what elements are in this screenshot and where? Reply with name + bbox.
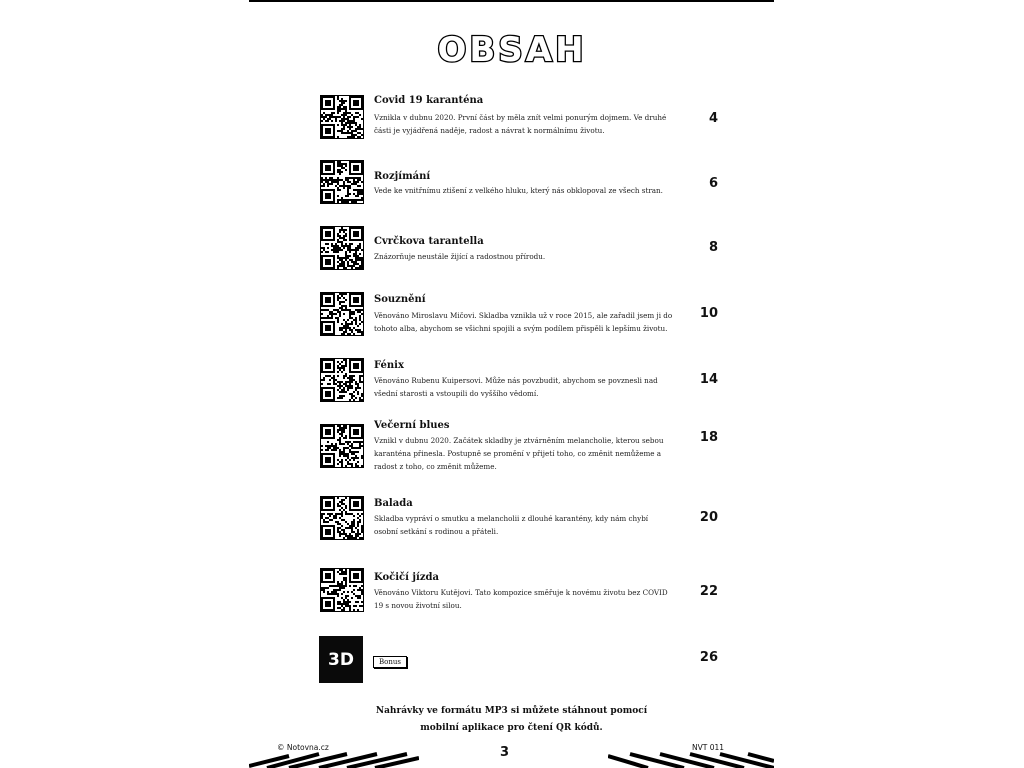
entry-description: Vznikla v dubnu 2020. První část by měla znít velmi ponurým dojmem. Ve druhé části je vyjádřená naděje, radost a návrat k normálnímu životu. (374, 113, 667, 135)
entry-title: Rozjímání (374, 171, 431, 182)
download-note-line1: Nahrávky ve formátu MP3 si můžete stáhnout pomocí (375, 706, 648, 716)
entry-page-number: 8 (708, 240, 718, 255)
entry-title: Souznění (374, 294, 426, 305)
qr-code-icon[interactable] (320, 358, 364, 402)
top-rule (249, 0, 774, 2)
entry-description: Skladba vypráví o smutku a melancholii z dlouhé karantény, kdy nám chybí osobní setkání s rodinou a přáteli. (374, 514, 649, 536)
entry-title: Balada (374, 498, 413, 509)
entry-description: Znázorňuje neustále žijící a radostnou přírodu. (374, 252, 546, 261)
entry-page-number: 20 (699, 510, 718, 525)
qr-code-icon[interactable] (320, 226, 364, 270)
download-note-line2: mobilní aplikace pro čtení QR kódů. (420, 723, 603, 733)
entry-page-number: 18 (699, 430, 718, 445)
entry-title: Cvrčkova tarantella (374, 236, 484, 247)
footer-stripes-left (249, 752, 419, 768)
qr-code-icon[interactable] (320, 160, 364, 204)
entry-title: Fénix (374, 360, 404, 371)
footer-copyright: © Notovna.cz (277, 743, 329, 752)
bonus-page-number: 26 (699, 650, 718, 665)
entry-title: Covid 19 karanténa (374, 95, 484, 106)
entry-description: Věnováno Miroslavu Mičovi. Skladba vznikla už v roce 2015, ale zařadil jsem ji do tohoto alba, abychom se všichni spojili a svým podílem přispěli k lepšímu životu. (374, 311, 673, 333)
entry-description: Vznikl v dubnu 2020. Začátek skladby je ztvárněním melancholie, kterou sebou karanténa přinesla. Postupně se promění v přijetí toho, co změnit nemůžeme a radost z toho, co změnit můžeme. (374, 436, 664, 471)
entry-page-number: 6 (708, 176, 718, 191)
qr-code-icon[interactable] (320, 496, 364, 540)
entry-title: Kočičí jízda (374, 572, 439, 583)
qr-code-icon[interactable] (320, 95, 364, 139)
entry-page-number: 22 (699, 584, 718, 599)
entry-title: Večerní blues (374, 420, 450, 431)
entry-description: Věnováno Rubenu Kuipersovi. Může nás povzbudit, abychom se povznesli nad všední starosti a vstoupili do vyššího vědomí. (374, 376, 658, 398)
bonus-button[interactable]: Bonus (373, 656, 407, 668)
page-title: OBSAH (437, 30, 587, 70)
entry-description: Věnováno Viktoru Kutějovi. Tato kompozice směřuje k novému životu bez COVID 19 s novou životní silou. (374, 588, 668, 610)
qr-code-icon[interactable] (320, 292, 364, 336)
qr-code-icon[interactable] (320, 424, 364, 468)
download-note (249, 703, 774, 737)
footer-page-number: 3 (500, 745, 510, 760)
entry-description: Vede ke vnitřnímu ztišení z velkého hluku, který nás obklopoval ze všech stran. (374, 186, 663, 195)
footer-code: NVT 011 (692, 743, 725, 752)
entry-page-number: 4 (708, 111, 718, 126)
entry-page-number: 14 (699, 372, 718, 387)
entry-page-number: 10 (699, 306, 718, 321)
qr-code-icon[interactable] (320, 568, 364, 612)
footer-stripes-right (608, 752, 774, 768)
3d-label-box: 3D (319, 636, 363, 683)
